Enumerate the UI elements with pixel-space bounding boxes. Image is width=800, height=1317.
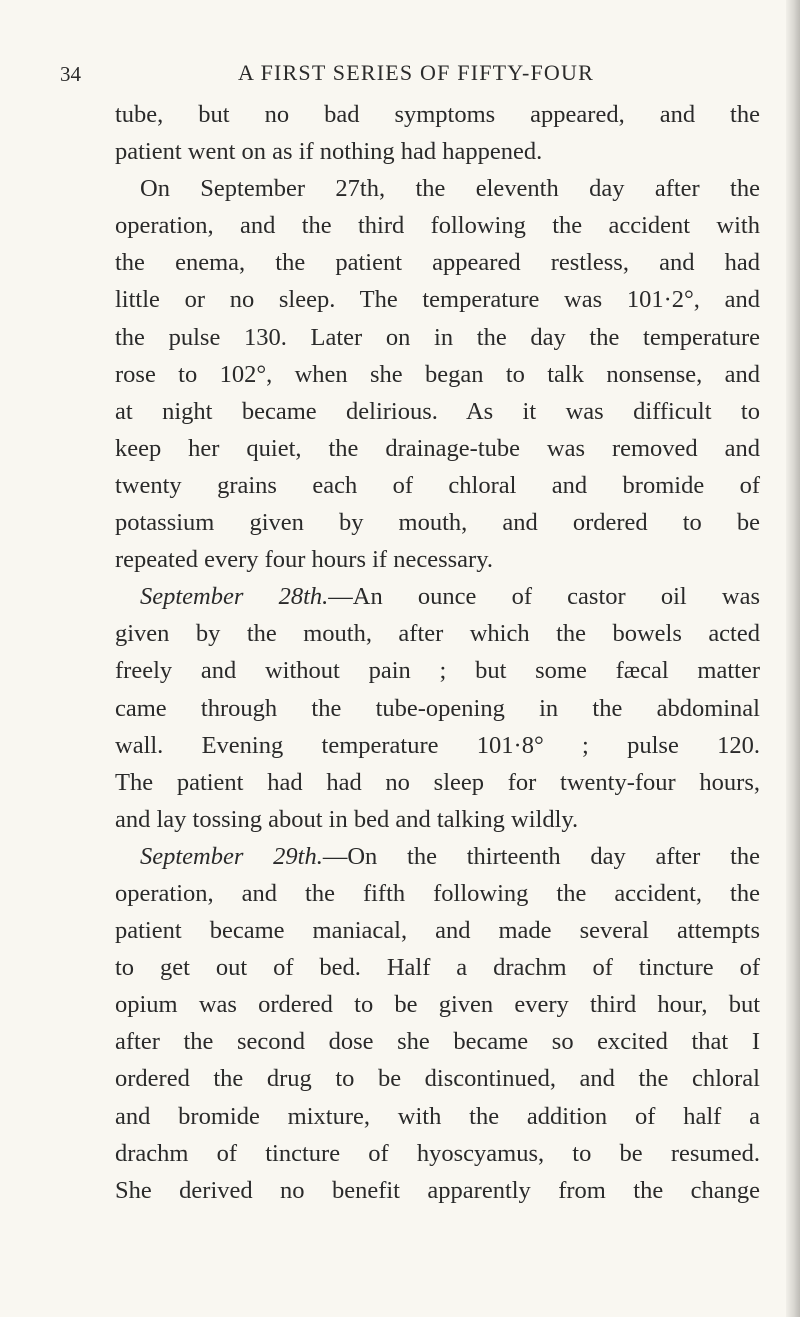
text-line: after the second dose she became so excited that I xyxy=(115,1028,760,1056)
text-line: to get out of bed. Half a drachm of tincture of xyxy=(115,954,760,982)
page-number: 34 xyxy=(60,62,81,86)
page-edge-shadow xyxy=(786,0,800,1317)
text-line: wall. Evening temperature 101·8° ; pulse 120. xyxy=(115,731,760,759)
text-line-dated xyxy=(115,838,760,875)
text-line: She derived no benefit apparently from the change xyxy=(115,1176,760,1204)
running-title: A FIRST SERIES OF FIFTY-FOUR xyxy=(238,60,594,85)
text-line: The patient had had no sleep for twenty-four hours, xyxy=(115,768,760,796)
text-line: freely and without pain ; but some fæcal matter xyxy=(115,657,760,685)
text-line: operation, and the third following the accident with xyxy=(115,212,760,240)
body-text xyxy=(115,96,760,1209)
date-heading: September 28th. xyxy=(140,583,329,611)
text-line: ordered the drug to be discontinued, and the chloral xyxy=(115,1065,760,1093)
text-line: rose to 102°, when she began to talk nonsense, and xyxy=(115,360,760,388)
text-line: potassium given by mouth, and ordered to be xyxy=(115,509,760,537)
text-line: and bromide mixture, with the addition of half a xyxy=(115,1102,760,1130)
text-line: given by the mouth, after which the bowels acted xyxy=(115,620,760,648)
text-line: tube, but no bad symptoms appeared, and the xyxy=(115,101,760,128)
text-line: On September 27th, the eleventh day after the xyxy=(140,175,760,203)
date-heading: September 29th. xyxy=(140,842,323,870)
text-line: and lay tossing about in bed and talking wildly. xyxy=(115,805,579,833)
date-heading-rest: —An ounce of castor oil was xyxy=(328,583,760,611)
text-line: patient went on as if nothing had happened. xyxy=(115,138,543,166)
text-line: opium was ordered to be given every third hour, but xyxy=(115,991,760,1019)
text-line: the pulse 130. Later on in the day the temperature xyxy=(115,323,760,351)
text-line: twenty grains each of chloral and bromide of xyxy=(115,471,760,499)
text-line: repeated every four hours if necessary. xyxy=(115,546,493,574)
date-heading-rest: —On the thirteenth day after the xyxy=(322,842,761,870)
text-line: little or no sleep. The temperature was 101·2°, and xyxy=(115,286,760,314)
text-line-dated xyxy=(115,578,760,615)
text-line: patient became maniacal, and made several attempts xyxy=(115,917,760,945)
running-head xyxy=(60,58,760,92)
text-line: drachm of tincture of hyoscyamus, to be resumed. xyxy=(115,1139,760,1167)
text-line: operation, and the fifth following the accident, the xyxy=(115,879,760,907)
text-line: keep her quiet, the drainage-tube was removed and xyxy=(115,434,760,462)
text-line: at night became delirious. As it was difficult to xyxy=(115,397,760,425)
text-line: the enema, the patient appeared restless, and had xyxy=(115,249,760,277)
text-line: came through the tube-opening in the abdominal xyxy=(115,694,760,722)
